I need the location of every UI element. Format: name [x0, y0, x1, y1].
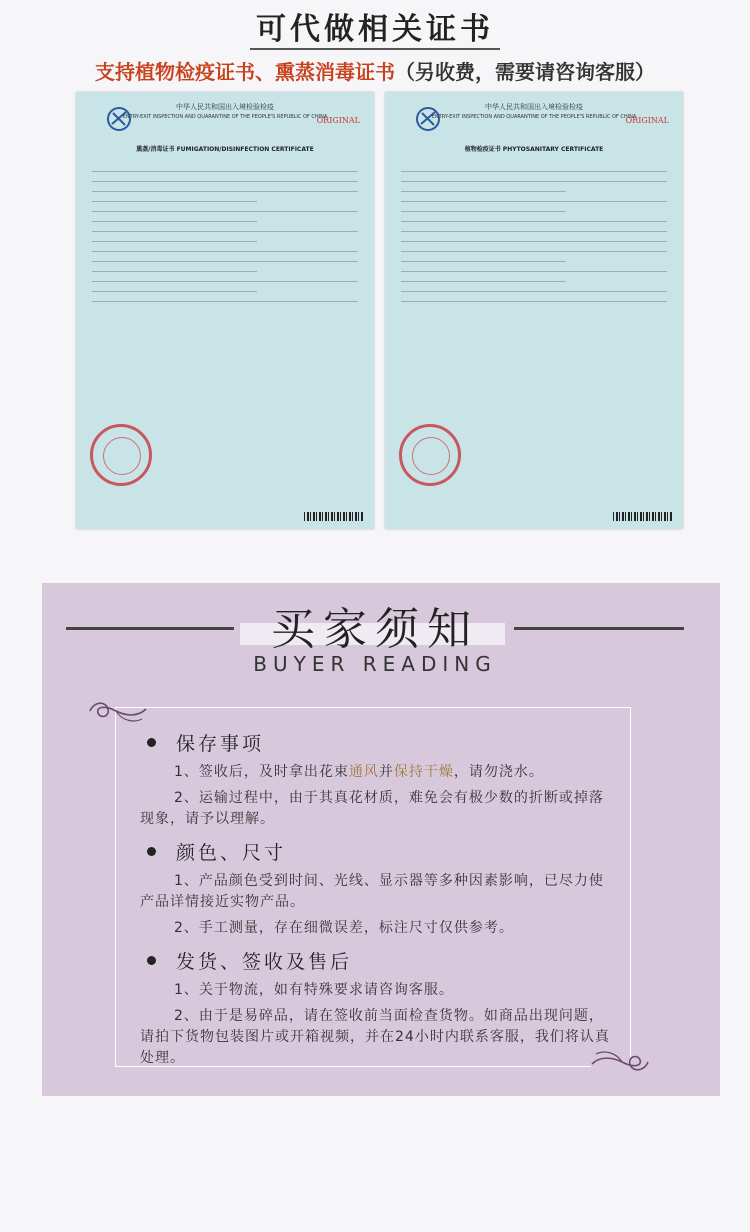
frame-line	[115, 707, 631, 708]
page-title: 可代做相关证书	[256, 12, 494, 47]
buyer-reading-subtitle: BUYER READING	[253, 652, 497, 676]
certificate-header-cn: 中华人民共和国出入境检验检疫	[176, 103, 274, 111]
highlight-text: 通风	[348, 764, 379, 780]
section-storage	[140, 729, 612, 830]
section-color-size	[140, 838, 612, 939]
buyer-notes	[140, 723, 612, 1077]
paragraph: 2、运输过程中，由于其真花材质，难免会有极少数的折断或掉落现象，请予以理解。	[140, 790, 604, 827]
paragraph	[140, 762, 612, 783]
frame-line	[115, 707, 116, 1067]
certificate-subtitle	[0, 56, 750, 85]
official-seal	[90, 424, 152, 486]
certificate-header-en: ENTRY-EXIT INSPECTION AND QUARANTINE OF THE PEOPLE'S REPUBLIC OF CHINA	[122, 114, 328, 120]
original-mark: ORIGINAL	[625, 116, 669, 125]
phytosanitary-certificate-image	[385, 92, 683, 529]
highlight-text: 保持干燥	[393, 764, 454, 780]
section-shipping	[140, 947, 612, 1069]
certificate-title: 植物检疫证书 PHYTOSANITARY CERTIFICATE	[464, 146, 604, 153]
barcode	[613, 512, 673, 521]
subtitle-note: （另收费，需要请咨询客服）	[395, 60, 655, 84]
title-underline	[250, 48, 500, 50]
section-heading: 颜色、尺寸	[176, 842, 287, 864]
paragraph: 1、产品颜色受到时间、光线、显示器等多种因素影响，已尽力使产品详情接近实物产品。	[140, 873, 604, 910]
text-run: 并	[378, 764, 394, 780]
text-run: ，请勿浇水。	[453, 764, 544, 780]
section-heading: 保存事项	[176, 733, 265, 755]
bullet-icon	[147, 847, 156, 856]
paragraph: 2、由于是易碎品，请在签收前当面检查货物。如商品出现问题，请拍下货物包装图片或开箱视频，并在24小时内联系客服，我们将认真处理。	[140, 1008, 610, 1066]
frame-line	[630, 707, 631, 1067]
paragraph: 1、关于物流，如有特殊要求请咨询客服。	[174, 982, 454, 998]
section-heading: 发货、签收及售后	[176, 951, 353, 973]
paragraph: 2、手工测量，存在细微误差，标注尺寸仅供参考。	[174, 920, 514, 936]
buyer-reading-title: 买家须知	[271, 604, 479, 655]
fumigation-certificate-image	[76, 92, 374, 529]
bullet-icon	[147, 738, 156, 747]
official-seal	[399, 424, 461, 486]
subtitle-highlight: 支持植物检疫证书、熏蒸消毒证书	[95, 60, 395, 84]
certificate-fields	[92, 162, 358, 311]
certificate-header-en: ENTRY-EXIT INSPECTION AND QUARANTINE OF THE PEOPLE'S REPUBLIC OF CHINA	[431, 114, 637, 120]
certificate-header-cn: 中华人民共和国出入境检验检疫	[485, 103, 583, 111]
barcode	[304, 512, 364, 521]
certificate-title: 熏蒸/消毒证书 FUMIGATION/DISINFECTION CERTIFICATE	[136, 146, 314, 153]
text-run: 1、签收后，及时拿出花束	[174, 764, 349, 780]
certificate-fields	[401, 162, 667, 311]
original-mark: ORIGINAL	[316, 116, 360, 125]
bullet-icon	[147, 956, 156, 965]
